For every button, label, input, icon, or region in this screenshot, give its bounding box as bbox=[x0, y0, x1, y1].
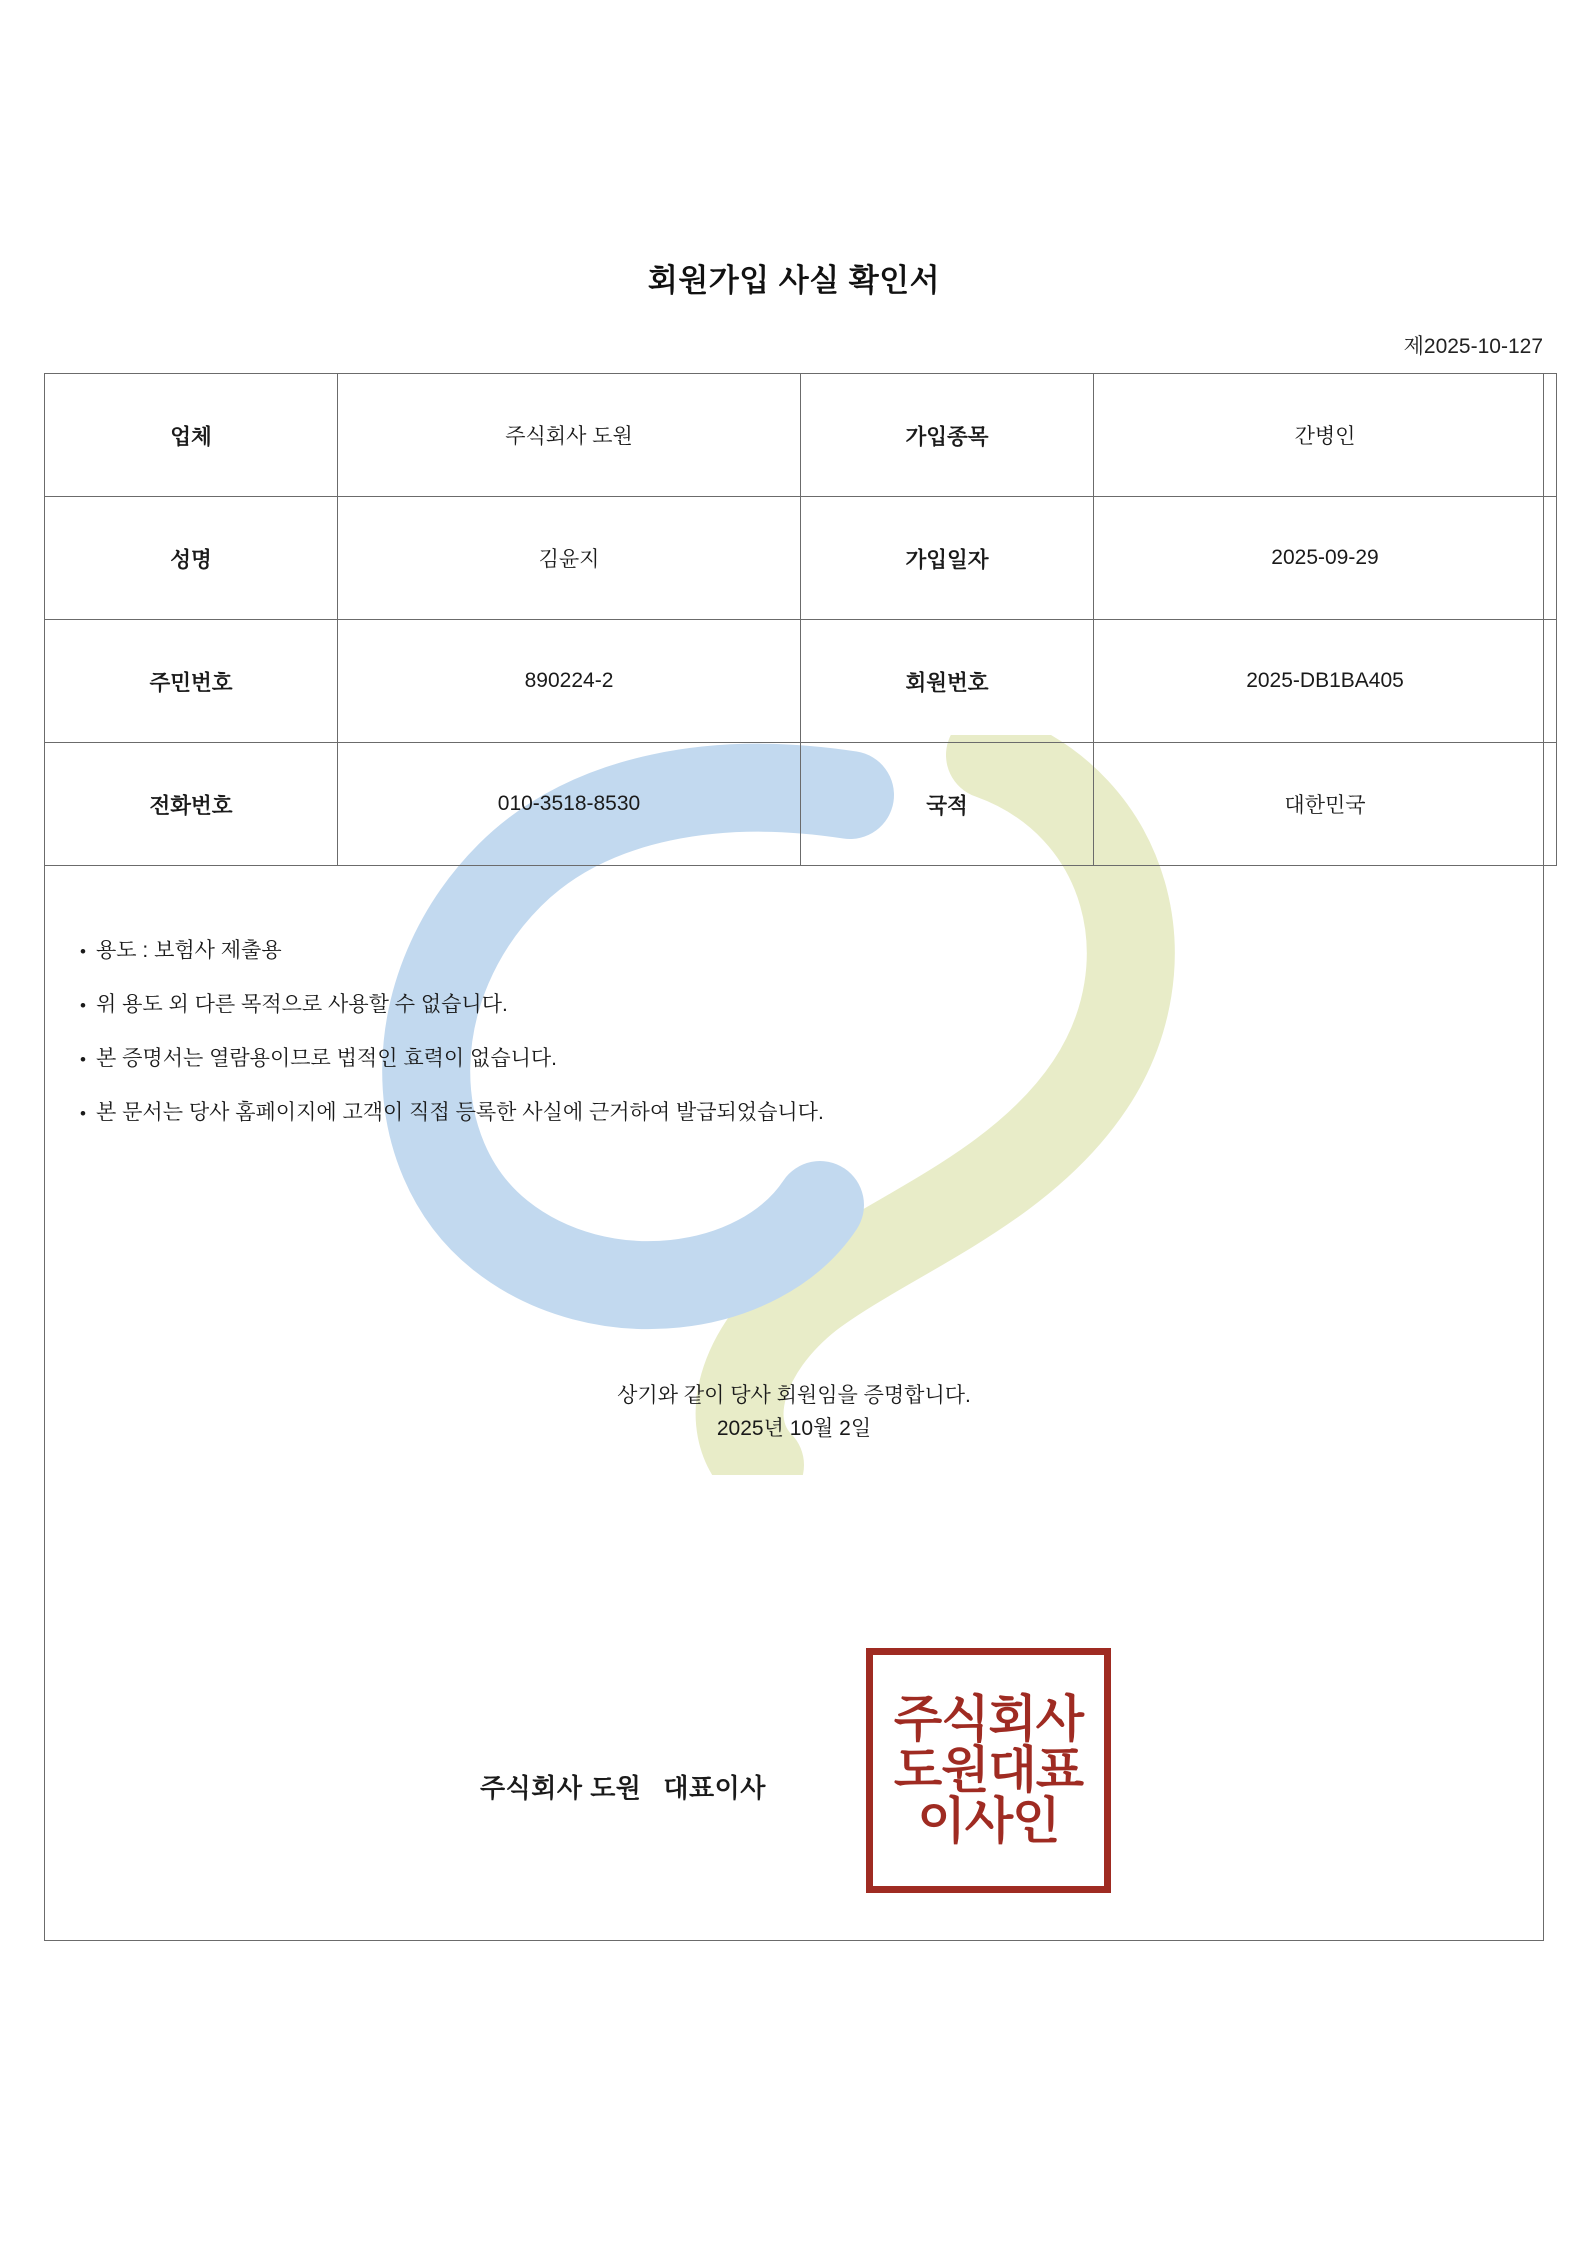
company-seal bbox=[866, 1648, 1111, 1893]
list-item bbox=[80, 1048, 1380, 1069]
row-label-join-date: 가입일자 bbox=[801, 497, 1094, 620]
table-row bbox=[45, 374, 1557, 497]
document-number: 제2025-10-127 bbox=[1403, 335, 1543, 358]
list-item bbox=[80, 940, 1380, 961]
bullet-icon: • bbox=[80, 1049, 86, 1069]
row-value-company: 주식회사 도원 bbox=[338, 374, 801, 497]
row-value-name: 김윤지 bbox=[338, 497, 801, 620]
seal-line-2: 도원대표 bbox=[893, 1741, 1084, 1799]
row-value-join-date: 2025-09-29 bbox=[1094, 497, 1557, 620]
row-value-phone: 010-3518-8530 bbox=[338, 743, 801, 866]
note-text: 위 용도 외 다른 목적으로 사용할 수 없습니다. bbox=[96, 993, 508, 1016]
notes-list bbox=[80, 940, 1380, 1156]
row-value-join-type: 간병인 bbox=[1094, 374, 1557, 497]
seal-border bbox=[866, 1648, 1111, 1893]
signature-line bbox=[480, 1768, 766, 1805]
note-text: 용도 : 보험사 제출용 bbox=[96, 939, 282, 962]
seal-line-1: 주식회사 bbox=[893, 1690, 1084, 1748]
certification-statement bbox=[0, 1380, 1588, 1445]
page-title: 회원가입 사실 확인서 bbox=[647, 263, 941, 298]
row-label-company: 업체 bbox=[45, 374, 338, 497]
seal-line-3: 이사인 bbox=[917, 1792, 1060, 1850]
table-row bbox=[45, 620, 1557, 743]
statement-line-1: 상기와 같이 당사 회원임을 증명합니다. bbox=[617, 1384, 971, 1407]
note-text: 본 문서는 당사 홈페이지에 고객이 직접 등록한 사실에 근거하여 발급되었습니다. bbox=[96, 1101, 824, 1124]
row-value-resident-number: 890224-2 bbox=[338, 620, 801, 743]
bullet-icon: • bbox=[80, 995, 86, 1015]
row-value-member-number: 2025-DB1BA405 bbox=[1094, 620, 1557, 743]
list-item bbox=[80, 1102, 1380, 1123]
list-item bbox=[80, 994, 1380, 1015]
row-label-phone: 전화번호 bbox=[45, 743, 338, 866]
bullet-icon: • bbox=[80, 1103, 86, 1123]
statement-line-2: 2025년 10월 2일 bbox=[716, 1416, 872, 1440]
row-label-join-type: 가입종목 bbox=[801, 374, 1094, 497]
row-label-resident-number: 주민번호 bbox=[45, 620, 338, 743]
table-row bbox=[45, 497, 1557, 620]
note-text: 본 증명서는 열람용이므로 법적인 효력이 없습니다. bbox=[96, 1047, 558, 1070]
table-row bbox=[45, 743, 1557, 866]
row-label-name: 성명 bbox=[45, 497, 338, 620]
signature-title: 대표이사 bbox=[663, 1773, 766, 1803]
row-label-nationality: 국적 bbox=[801, 743, 1094, 866]
row-value-nationality: 대한민국 bbox=[1094, 743, 1557, 866]
signature-company: 주식회사 도원 bbox=[480, 1773, 642, 1803]
bullet-icon: • bbox=[80, 941, 86, 961]
member-info-table bbox=[44, 373, 1557, 866]
row-label-member-number: 회원번호 bbox=[801, 620, 1094, 743]
